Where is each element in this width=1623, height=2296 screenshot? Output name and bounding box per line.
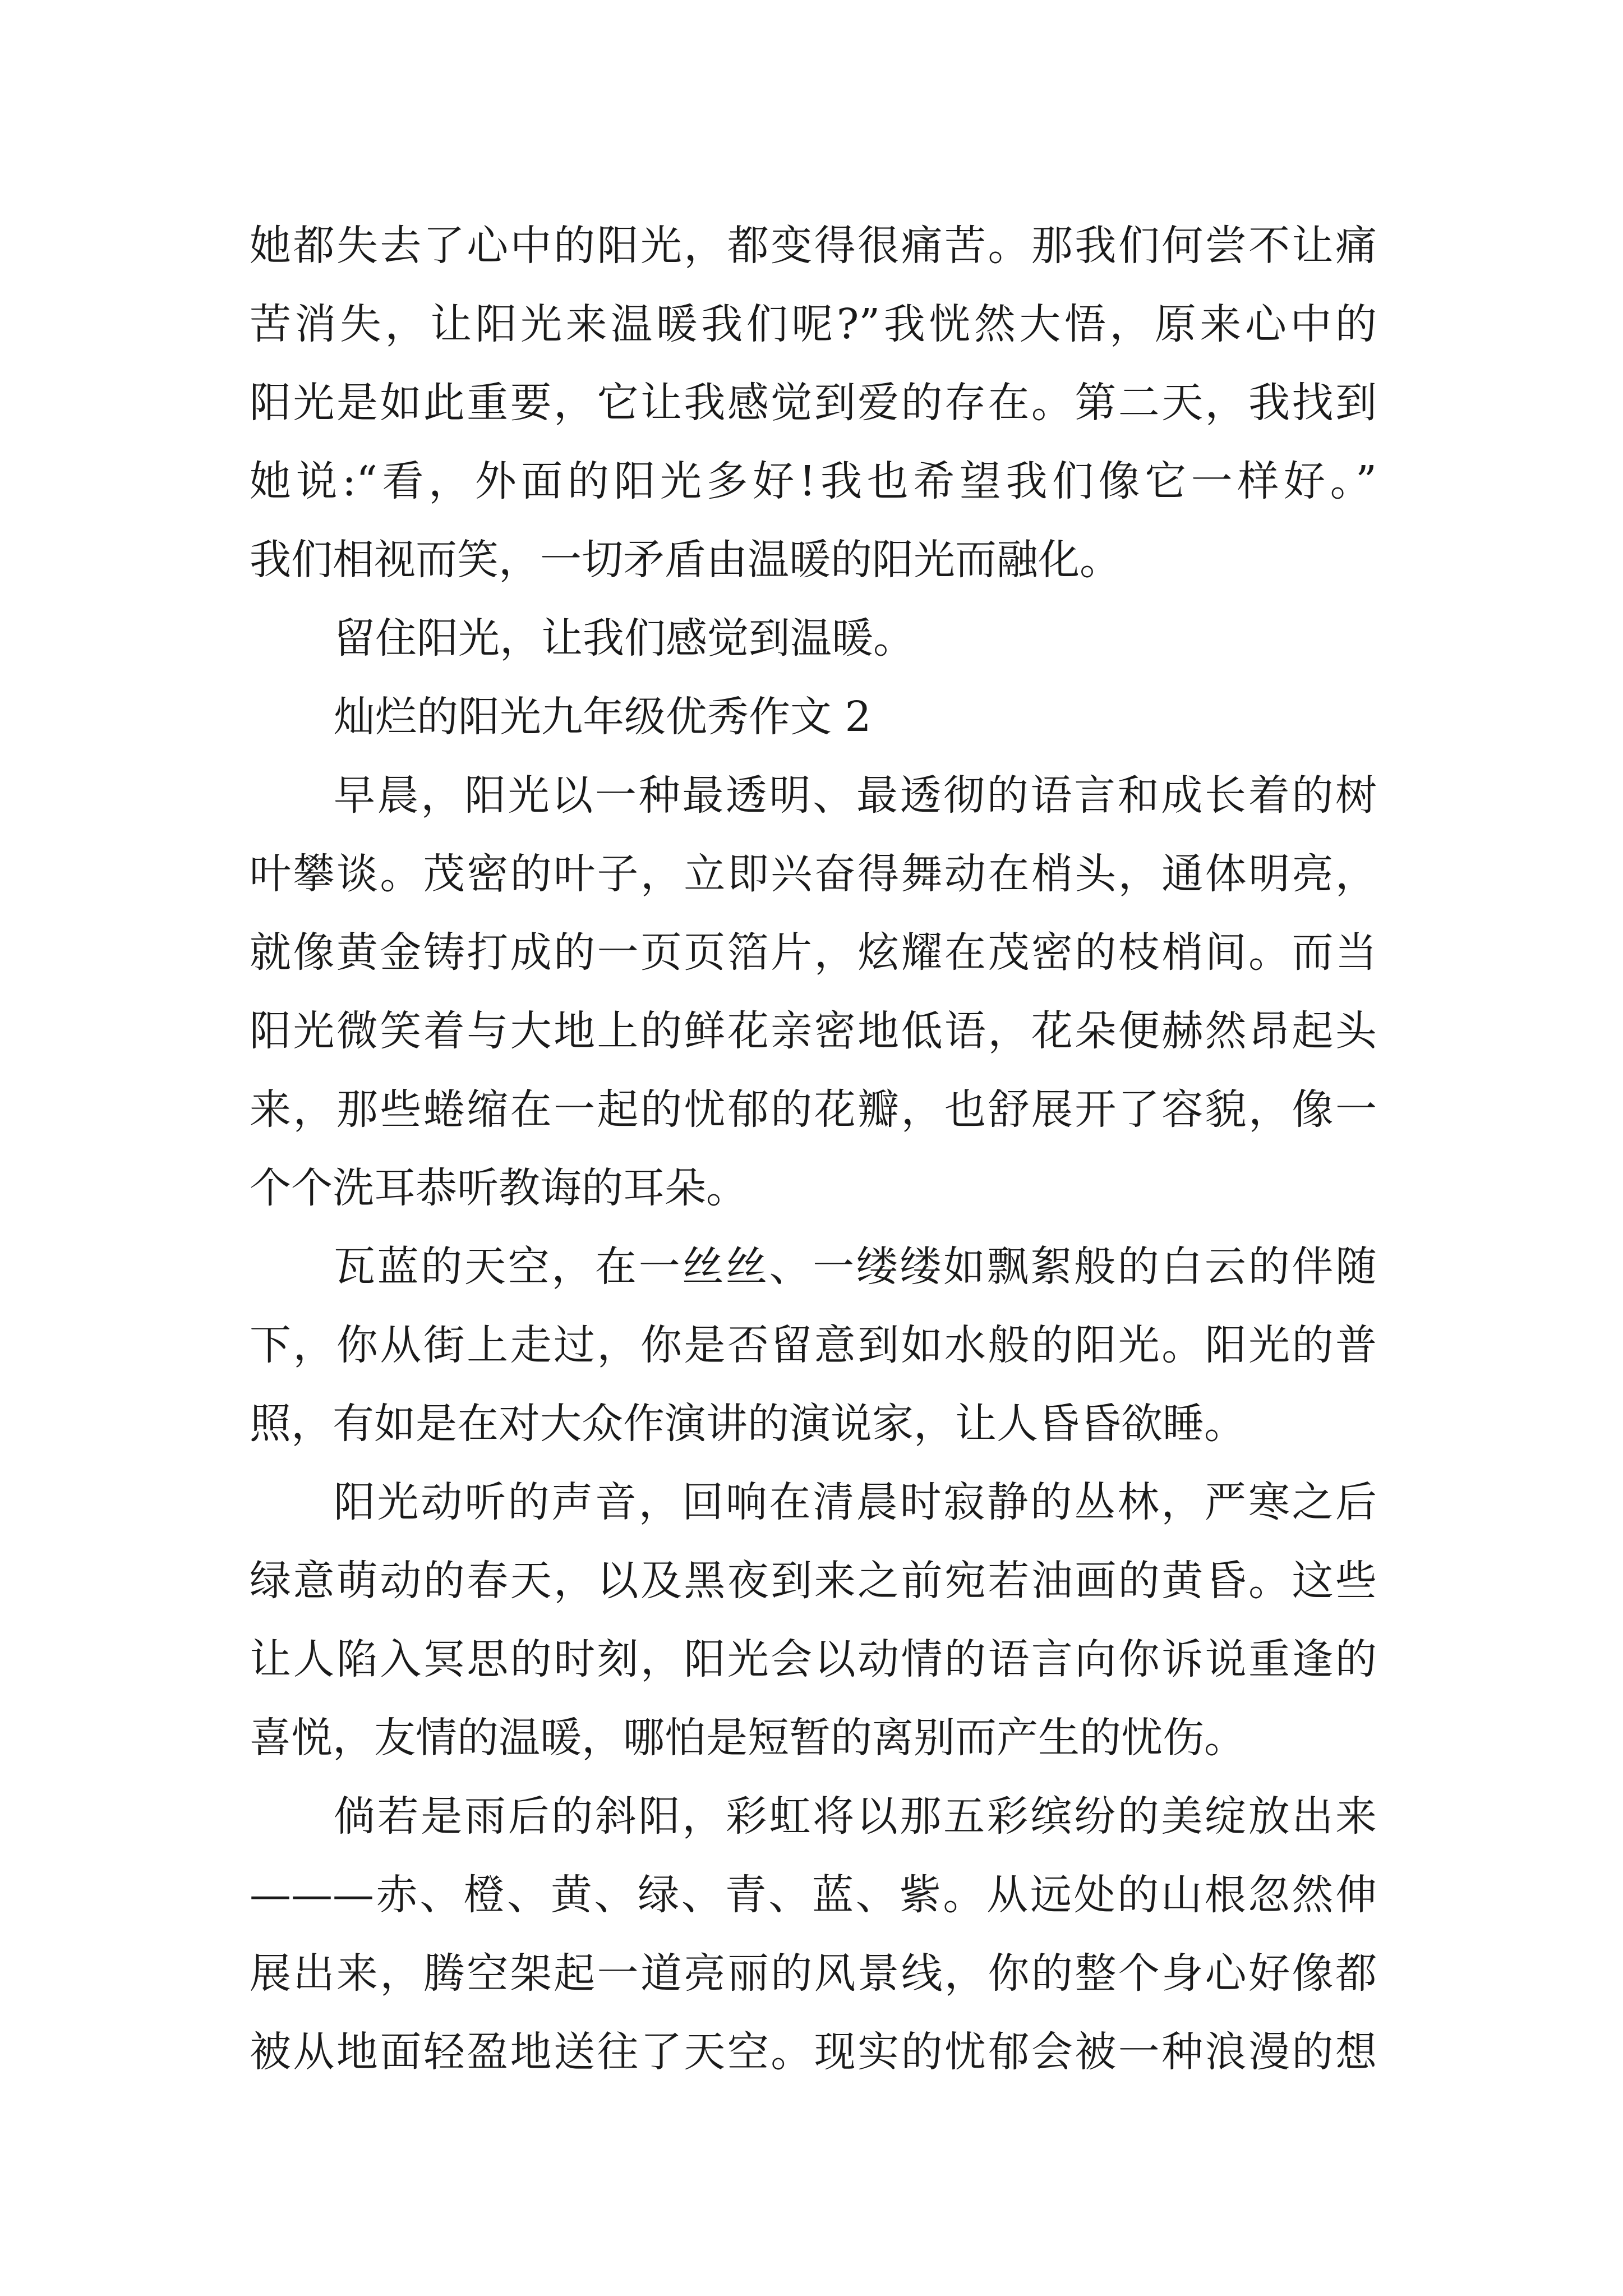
text-line: 绿意萌动的春天，以及黑夜到来之前宛若油画的黄昏。这些 [250,1557,1377,1605]
text-line: 让人陷入冥思的时刻，阳光会以动情的语言向你诉说重逢的 [250,1635,1377,1683]
paragraph-first-line: 灿烂的阳光九年级优秀作文 2 [334,693,872,741]
text-line: 展出来，腾空架起一道亮丽的风景线，你的整个身心好像都 [250,1949,1377,1998]
text-line: 就像黄金铸打成的一页页箔片，炫耀在茂密的枝梢间。而当 [250,928,1377,977]
text-line: 下，你从街上走过，你是否留意到如水般的阳光。阳光的普 [250,1321,1377,1369]
text-line: ———赤、橙、黄、绿、青、蓝、紫。从远处的山根忽然伸 [250,1871,1377,1919]
document-body [250,206,1377,2091]
paragraph-first-line: 早晨，阳光以一种最透明、最透彻的语言和成长着的树 [334,771,1377,820]
paragraph-first-line: 留住阳光，让我们感觉到温暖。 [334,614,915,662]
text-line: 她说:“看，外面的阳光多好!我也希望我们像它一样好。” [250,457,1377,505]
text-line: 照，有如是在对大众作演讲的演说家，让人昏昏欲睡。 [250,1400,1246,1448]
text-line: 阳光微笑着与大地上的鲜花亲密地低语，花朵便赫然昂起头 [250,1007,1377,1055]
paragraph-first-line: 瓦蓝的天空，在一丝丝、一缕缕如飘絮般的白云的伴随 [334,1243,1377,1291]
text-line: 我们相视而笑，一切矛盾由温暖的阳光而融化。 [250,536,1121,584]
text-line: 她都失去了心中的阳光，都变得很痛苦。那我们何尝不让痛 [250,222,1377,270]
text-line: 阳光是如此重要，它让我感觉到爱的存在。第二天，我找到 [250,379,1377,427]
text-line: 个个洗耳恭听教诲的耳朵。 [250,1164,748,1212]
paragraph-first-line: 倘若是雨后的斜阳，彩虹将以那五彩缤纷的美绽放出来 [334,1792,1377,1841]
paragraph-first-line: 阳光动听的声音，回响在清晨时寂静的丛林，严寒之后 [334,1478,1377,1526]
text-line: 叶攀谈。茂密的叶子，立即兴奋得舞动在梢头，通体明亮， [250,850,1377,898]
text-line: 被从地面轻盈地送往了天空。现实的忧郁会被一种浪漫的想 [250,2028,1377,2076]
text-line: 来，那些蜷缩在一起的忧郁的花瓣，也舒展开了容貌，像一 [250,1085,1377,1134]
text-line: 苦消失，让阳光来温暖我们呢?”我恍然大悟，原来心中的 [250,300,1377,348]
text-line: 喜悦，友情的温暖，哪怕是短暂的离别而产生的忧伤。 [250,1714,1246,1762]
